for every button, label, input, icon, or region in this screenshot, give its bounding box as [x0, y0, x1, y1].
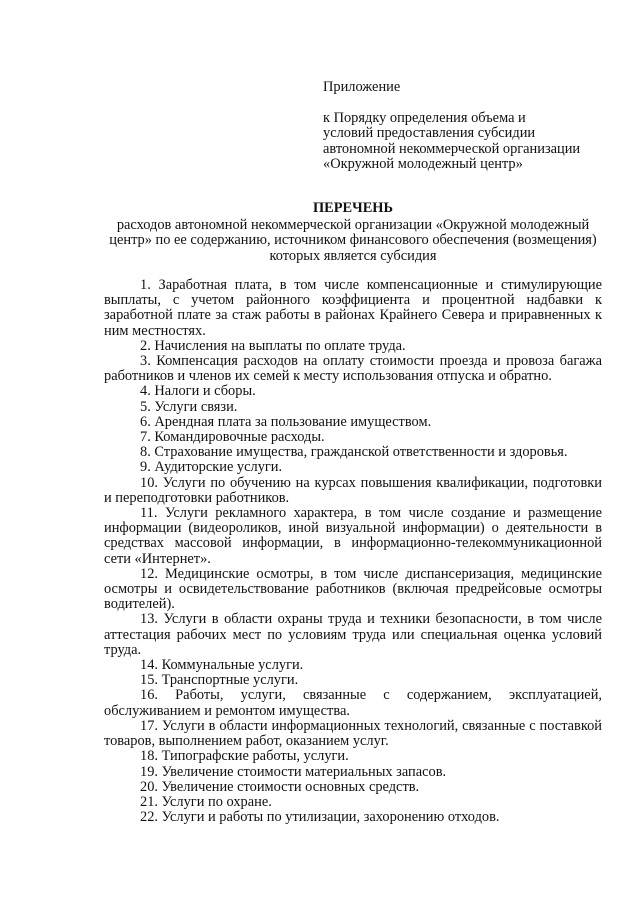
- list-item: 22. Услуги и работы по утилизации, захоронению отходов.: [140, 809, 500, 826]
- list-item: 3. Компенсация расходов на оплату стоимости проезда и провоза багажа работников и членов их семей к месту использования отпуска и обратно.: [104, 353, 602, 385]
- list-item: 16. Работы, услуги, связанные с содержанием, эксплуатацией, обслуживанием и ремонтом имущества.: [104, 687, 602, 719]
- list-item: 14. Коммунальные услуги.: [140, 657, 304, 674]
- list-item: 17. Услуги в области информационных технологий, связанные с поставкой товаров, выполнением работ, оказанием услуг.: [104, 717, 602, 750]
- list-item: 11. Услуги рекламного характера, в том числе создание и размещение информации (видеороликов, иной визуальной информации) о деятельности в средствах массовой информации, в информационно-телекоммуникационной сети «Интернет».: [104, 505, 602, 567]
- list-item: 4. Налоги и сборы.: [140, 383, 256, 400]
- list-item: 10. Услуги по обучению на курсах повышения квалификации, подготовки и переподготовки работников.: [104, 474, 602, 506]
- document-heading: [104, 201, 602, 264]
- list-item: 6. Арендная плата за пользование имуществом.: [140, 413, 432, 430]
- list-item: 21. Услуги по охране.: [140, 793, 272, 810]
- appendix-label: Приложение: [323, 79, 401, 95]
- expense-list: [104, 278, 602, 825]
- list-item: 2. Начисления на выплаты по оплате труда.: [140, 337, 406, 354]
- list-item: 12. Медицинские осмотры, в том числе диспансеризация, медицинские осмотры и освидетельствование работников (включая предрейсовые осмотры водителей).: [104, 565, 602, 613]
- document-subtitle: расходов автономной некоммерческой организации «Окружной молодежный центр» по ее содержанию, источником финансового обеспечения (возмещения) которых является субсидия: [109, 217, 597, 264]
- appendix-block: [323, 80, 623, 172]
- document-title: ПЕРЕЧЕНЬ: [312, 200, 394, 216]
- list-item: 1. Заработная плата, в том числе компенсационные и стимулирующие выплаты, с учетом районного коэффициента и процентной надбавки к заработной плате за стаж работы в районах Крайнего Севера и приравненных к ним местностях.: [104, 277, 602, 339]
- list-item: 8. Страхование имущества, гражданской ответственности и здоровья.: [140, 444, 568, 461]
- list-item: 18. Типографские работы, услуги.: [140, 748, 349, 765]
- list-item: 19. Увеличение стоимости материальных запасов.: [140, 763, 447, 780]
- list-item: 15. Транспортные услуги.: [140, 672, 299, 689]
- list-item: 13. Услуги в области охраны труда и техники безопасности, в том числе аттестация рабочих мест по условиям труда или специальная оценка условий труда.: [104, 611, 602, 658]
- appendix-reference: к Порядку определения объема и условий предоставления субсидии автономной некоммерческой организации «Окружной молодежный центр»: [323, 110, 581, 172]
- list-item: 20. Увеличение стоимости основных средств.: [140, 778, 420, 795]
- list-item: 7. Командировочные расходы.: [140, 429, 325, 446]
- list-item: 5. Услуги связи.: [140, 398, 238, 415]
- list-item: 9. Аудиторские услуги.: [140, 459, 283, 476]
